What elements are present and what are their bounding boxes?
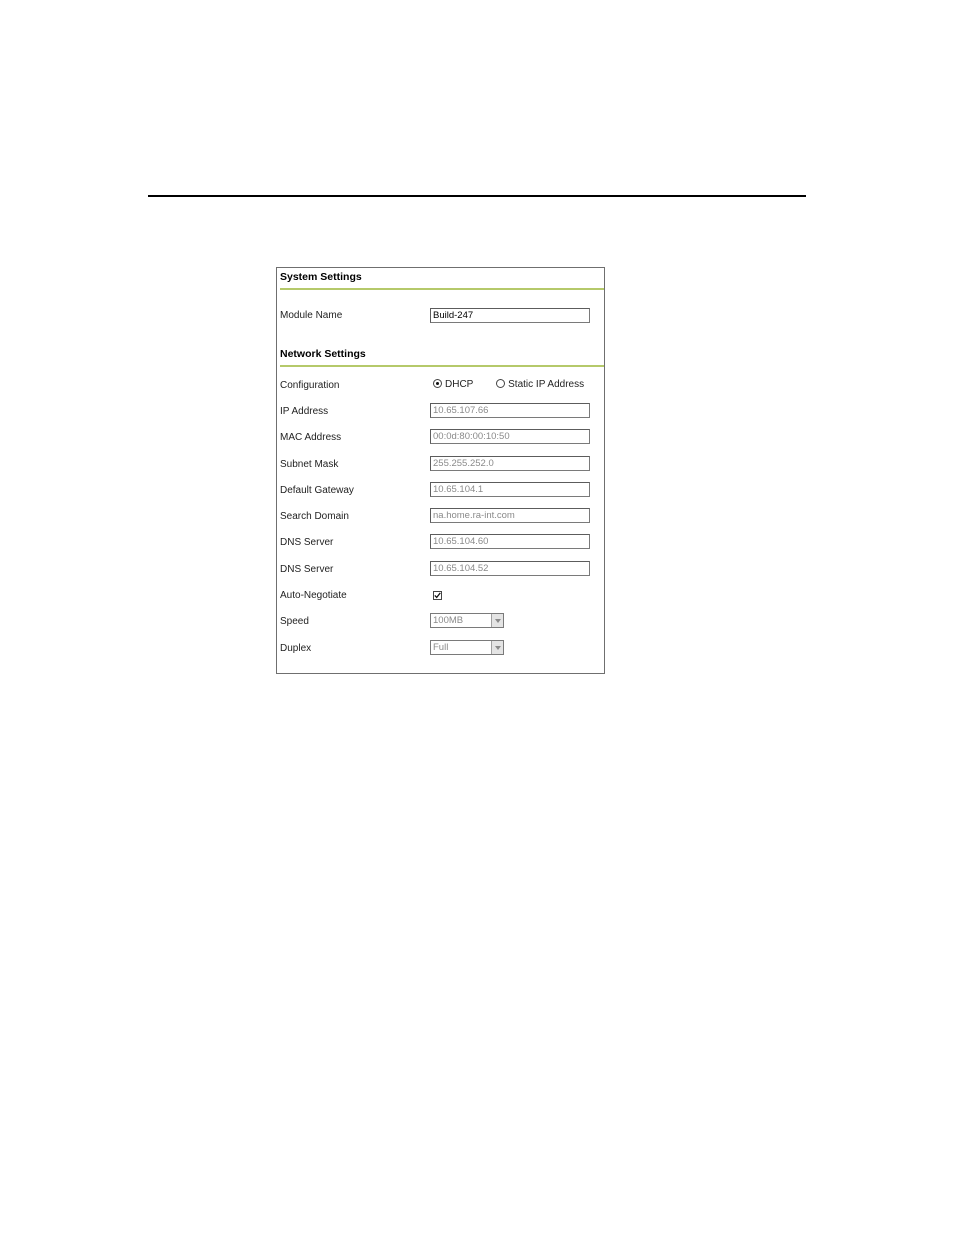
module-name-input[interactable]: Build-247 — [430, 308, 590, 323]
dns-server-1-input[interactable]: 10.65.104.60 — [430, 534, 590, 549]
default-gateway-input[interactable]: 10.65.104.1 — [430, 482, 590, 497]
page-header-rule — [148, 195, 806, 197]
speed-select[interactable] — [430, 613, 504, 628]
configuration-label: Configuration — [280, 380, 340, 391]
network-settings-divider — [280, 365, 604, 367]
speed-label: Speed — [280, 616, 309, 627]
radio-dhcp-label: DHCP — [445, 379, 474, 390]
module-name-label: Module Name — [280, 310, 343, 321]
chevron-down-icon — [495, 619, 501, 623]
dns-server-2-label: DNS Server — [280, 564, 334, 575]
radio-static-ip[interactable] — [496, 379, 584, 391]
search-domain-input[interactable]: na.home.ra-int.com — [430, 508, 590, 523]
radio-unselected-icon — [496, 379, 505, 388]
system-settings-title: System Settings — [280, 271, 362, 283]
network-settings-title: Network Settings — [280, 348, 366, 360]
auto-negotiate-checkbox[interactable] — [433, 591, 442, 600]
radio-static-ip-label: Static IP Address — [508, 379, 585, 390]
radio-selected-icon — [433, 379, 442, 388]
ip-address-input[interactable]: 10.65.107.66 — [430, 403, 590, 418]
subnet-mask-label: Subnet Mask — [280, 459, 339, 470]
settings-panel — [276, 267, 605, 674]
speed-select-value: 100MB — [433, 615, 464, 626]
auto-negotiate-label: Auto-Negotiate — [280, 590, 347, 601]
duplex-dropdown-button[interactable] — [491, 641, 503, 654]
radio-dhcp[interactable] — [433, 379, 473, 391]
mac-address-input[interactable]: 00:0d:80:00:10:50 — [430, 429, 590, 444]
chevron-down-icon — [495, 646, 501, 650]
speed-dropdown-button[interactable] — [491, 614, 503, 627]
duplex-label: Duplex — [280, 643, 312, 654]
duplex-select[interactable] — [430, 640, 504, 655]
mac-address-label: MAC Address — [280, 432, 342, 443]
duplex-select-value: Full — [433, 642, 449, 653]
configuration-radio-group — [433, 379, 584, 392]
subnet-mask-input[interactable]: 255.255.252.0 — [430, 456, 590, 471]
ip-address-label: IP Address — [280, 406, 329, 417]
system-settings-divider — [280, 288, 604, 290]
dns-server-1-label: DNS Server — [280, 537, 334, 548]
search-domain-label: Search Domain — [280, 511, 349, 522]
checkmark-icon — [434, 592, 441, 599]
default-gateway-label: Default Gateway — [280, 485, 354, 496]
dns-server-2-input[interactable]: 10.65.104.52 — [430, 561, 590, 576]
